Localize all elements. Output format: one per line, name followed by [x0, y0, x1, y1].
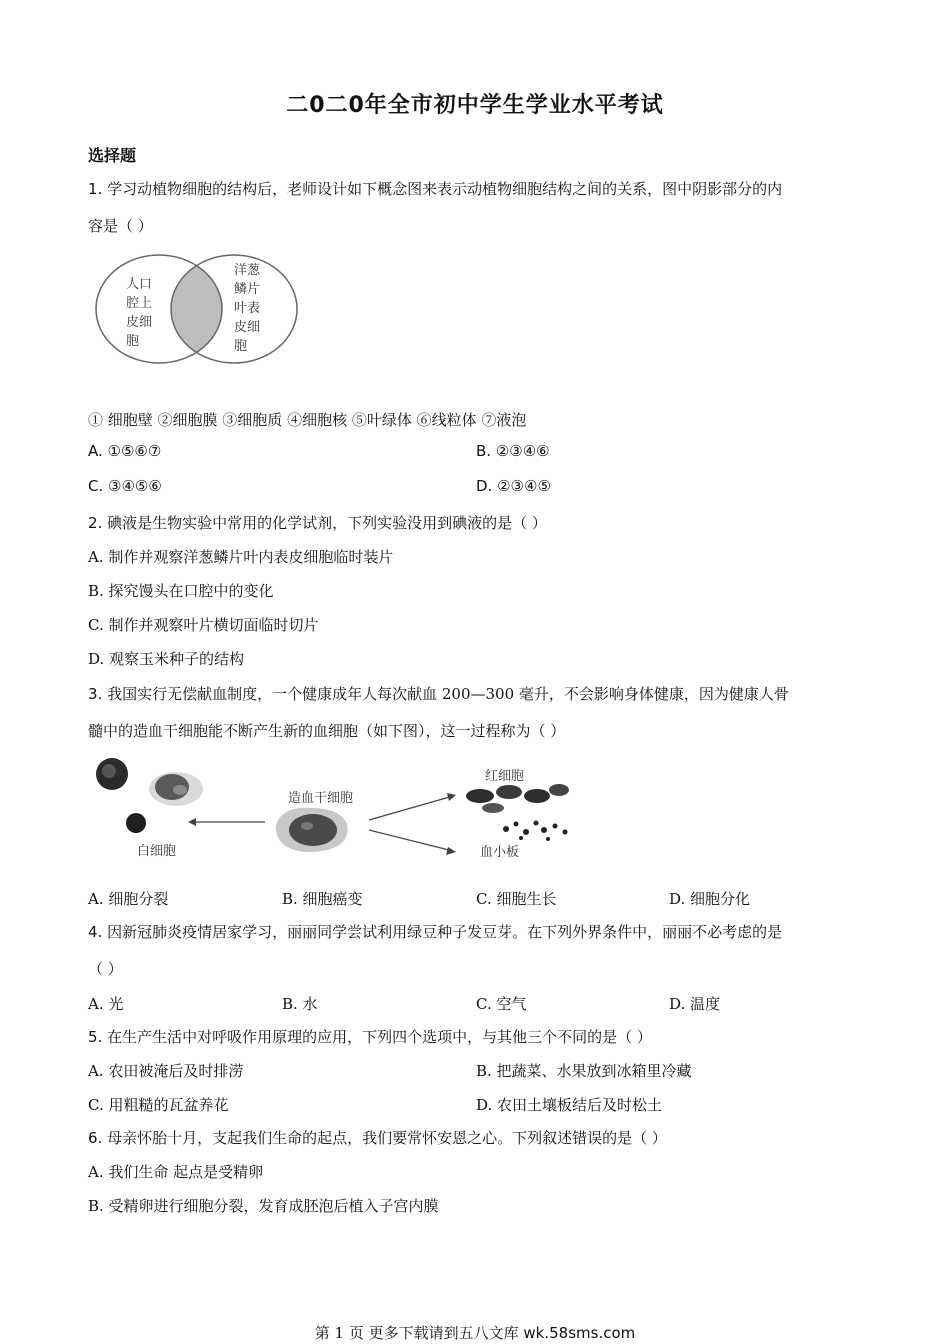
question-3-option-d[interactable]: D. 细胞分化	[669, 890, 751, 908]
question-5-option-a[interactable]: A. 农田被淹后及时排涝	[88, 1062, 244, 1080]
question-4-option-a[interactable]: A. 光	[88, 995, 124, 1013]
question-1-option-a[interactable]: A. ①⑤⑥⑦	[88, 442, 162, 460]
question-4-option-b[interactable]: B. 水	[282, 995, 318, 1013]
venn-left-label-2: 腔上	[126, 296, 153, 311]
question-3-option-c[interactable]: C. 细胞生长	[476, 890, 557, 908]
wbc-cell-3	[126, 813, 146, 833]
wbc-label: 白细胞	[137, 844, 177, 859]
question-2-stem	[88, 512, 547, 533]
question-2-option-b[interactable]: B. 探究馒头在口腔中的变化	[88, 582, 274, 600]
arrowhead-wbc	[188, 818, 196, 826]
question-1-line-1	[88, 178, 782, 199]
blood-cell-diagram	[85, 752, 585, 867]
question-3-option-b[interactable]: B. 细胞癌变	[282, 890, 363, 908]
venn-left-label-4: 胞	[126, 334, 140, 349]
arrow-to-rbc	[369, 796, 453, 820]
question-4-option-c[interactable]: C. 空气	[476, 995, 527, 1013]
question-1-text: 学习动植物细胞的结构后，老师设计如下概念图来表示动植物细胞结构之间的关系，图中阴影部分的内	[102, 180, 783, 198]
question-4-option-d[interactable]: D. 温度	[669, 995, 721, 1013]
venn-right-label-4: 皮细	[234, 320, 261, 335]
venn-right-label-3: 叶表	[234, 301, 261, 316]
question-3-line-1	[88, 683, 789, 704]
question-4-line-1	[88, 921, 782, 942]
question-4-line-2: （ ）	[88, 960, 123, 978]
venn-left-label-1: 人口	[126, 277, 153, 292]
question-2-number: 2.	[88, 514, 103, 532]
question-2-option-d[interactable]: D. 观察玉米种子的结构	[88, 650, 245, 668]
question-5-text: 在生产生活中对呼吸作用原理的应用，下列四个选项中，与其他三个不同的是（ ）	[102, 1028, 652, 1046]
question-4-number: 4.	[88, 923, 103, 941]
stem-cell-label: 造血干细胞	[288, 791, 354, 806]
rbc-cell	[466, 789, 494, 803]
platelet-label: 血小板	[480, 845, 520, 860]
question-1-items: ① 细胞壁 ②细胞膜 ③细胞质 ④细胞核 ⑤叶绿体 ⑥线粒体 ⑦液泡	[88, 411, 527, 429]
question-1-line-2: 容是（ ）	[88, 217, 153, 235]
question-2-text: 碘液是生物实验中常用的化学试剂，下列实验没用到碘液的是（ ）	[102, 514, 547, 532]
question-6-stem	[88, 1127, 667, 1148]
question-1-option-c[interactable]: C. ③④⑤⑥	[88, 477, 162, 495]
question-6-number: 6.	[88, 1129, 103, 1147]
question-6-option-a[interactable]: A. 我们生命 起点是受精卵	[88, 1163, 264, 1181]
footer-site-link[interactable]: wk.58sms.com	[523, 1324, 636, 1342]
question-5-number: 5.	[88, 1028, 103, 1046]
question-3-text: 我国实行无偿献血制度，一个健康成年人每次献血 200—300 毫升，不会影响身体健康，因为健康人骨	[102, 685, 789, 703]
arrow-to-platelet	[369, 830, 453, 851]
question-2-option-c[interactable]: C. 制作并观察叶片横切面临时切片	[88, 616, 319, 634]
venn-diagram	[90, 250, 305, 370]
platelet	[503, 826, 509, 832]
question-4-text: 因新冠肺炎疫情居家学习，丽丽同学尝试利用绿豆种子发豆芽。在下列外界条件中，丽丽不必考虑的是	[102, 923, 783, 941]
rbc-label: 红细胞	[485, 769, 525, 784]
question-5-stem	[88, 1026, 652, 1047]
section-heading: 选择题	[88, 146, 137, 165]
venn-left-label-3: 皮细	[126, 315, 153, 330]
question-5-option-b[interactable]: B. 把蔬菜、水果放到冰箱里冷藏	[476, 1062, 692, 1080]
question-3-option-a[interactable]: A. 细胞分裂	[88, 890, 169, 908]
question-3-line-2: 髓中的造血干细胞能不断产生新的血细胞（如下图），这一过程称为（ ）	[88, 722, 566, 740]
venn-right-label-2: 鳞片	[234, 282, 261, 297]
question-3-number: 3.	[88, 685, 103, 703]
question-2-option-a[interactable]: A. 制作并观察洋葱鳞片叶内表皮细胞临时装片	[88, 548, 394, 566]
venn-right-label-1: 洋葱	[234, 263, 261, 278]
question-1-number: 1.	[88, 180, 103, 198]
venn-right-label-5: 胞	[234, 339, 248, 354]
footer-page-text: 第 1 页 更多下载请到五八文库	[314, 1324, 519, 1342]
question-5-option-d[interactable]: D. 农田土壤板结后及时松土	[476, 1096, 663, 1114]
question-6-text: 母亲怀胎十月，支起我们生命的起点，我们要常怀安恩之心。下列叙述错误的是（ ）	[102, 1129, 667, 1147]
question-5-option-c[interactable]: C. 用粗糙的瓦盆养花	[88, 1096, 229, 1114]
page-footer	[0, 1322, 950, 1343]
exam-title: 二0二0年全市初中学生学业水平考试	[286, 93, 664, 118]
question-6-option-b[interactable]: B. 受精卵进行细胞分裂，发育成胚泡后植入子宫内膜	[88, 1197, 439, 1215]
question-1-option-d[interactable]: D. ②③④⑤	[476, 477, 551, 495]
question-1-option-b[interactable]: B. ②③④⑥	[476, 442, 550, 460]
